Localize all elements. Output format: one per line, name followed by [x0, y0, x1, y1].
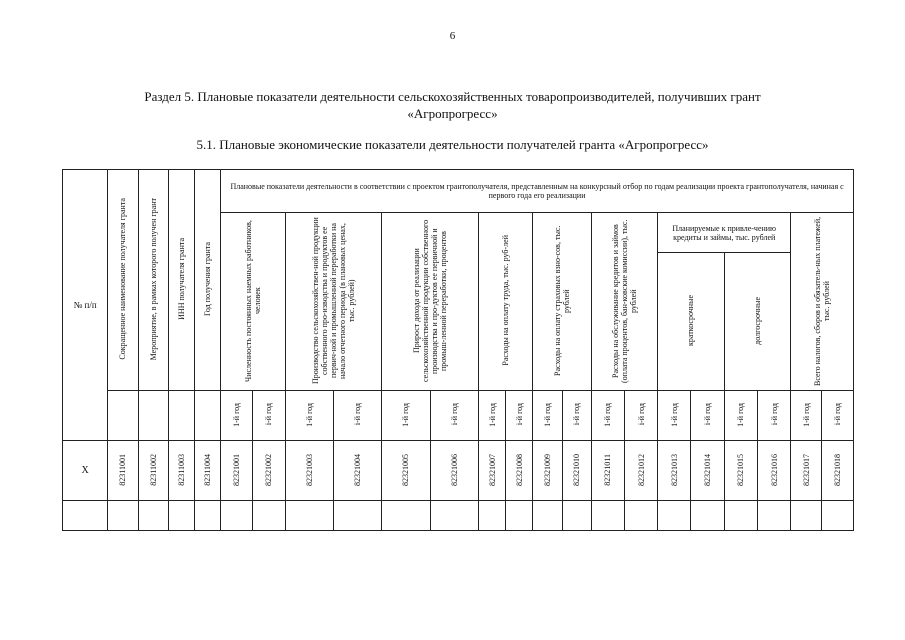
year-first: 1-й год: [791, 391, 822, 441]
code-cell: 82311001: [108, 441, 138, 501]
year-first: 1-й год: [724, 391, 757, 441]
code-cell: 82321016: [757, 441, 790, 501]
code-cell: 82321010: [562, 441, 591, 501]
ind-planned-loans: Планируемые к привле-чению кредиты и займы, тыс. рублей: [658, 213, 791, 253]
year-blank: [168, 391, 194, 441]
empty-cell: [533, 501, 562, 531]
empty-cell: [591, 501, 624, 531]
empty-cell: [194, 501, 220, 531]
code-cell: 82321009: [533, 441, 562, 501]
empty-cell: [168, 501, 194, 531]
year-first: 1-й год: [382, 391, 430, 441]
year-i: i-й год: [333, 391, 381, 441]
plan-header: Плановые показатели деятельности в соответствии с проектом грантополучателя, представленным на конкурсный отбор по годам реализации проекта грантополучателя, начиная с первого года его реализации: [221, 170, 854, 213]
code-cell: 82321013: [658, 441, 691, 501]
col-header-event: Мероприятие, в рамках которого получен грант: [138, 170, 168, 391]
code-cell: 82321003: [285, 441, 333, 501]
empty-cell: [108, 501, 138, 531]
year-i: i-й год: [625, 391, 658, 441]
col-header-year: Год получения гранта: [194, 170, 220, 391]
page-number: 6: [449, 30, 456, 42]
code-cell: 82321006: [430, 441, 478, 501]
year-i: i-й год: [822, 391, 854, 441]
year-i: i-й год: [253, 391, 285, 441]
year-first: 1-й год: [285, 391, 333, 441]
year-first: 1-й год: [658, 391, 691, 441]
empty-cell: [791, 501, 822, 531]
ind-taxes: Всего налогов, сборов и обязатель-ных платежей, тыс. рублей: [791, 213, 854, 391]
ind-employees: Численность постоянных наемных работников, человек: [221, 213, 285, 391]
ind-income: Прирост дохода от реализации сельскохозяйственной продукции собственного производства и про-дуктов ее первичной и промыш-ленной переработки, процентов: [382, 213, 479, 391]
empty-cell: [430, 501, 478, 531]
year-i: i-й год: [430, 391, 478, 441]
year-i: i-й год: [757, 391, 790, 441]
code-cell: 82321017: [791, 441, 822, 501]
code-cell: 82311003: [168, 441, 194, 501]
code-cell: 82321002: [253, 441, 285, 501]
col-header-inn: ИНН получателя гранта: [168, 170, 194, 391]
year-blank: [108, 391, 138, 441]
subsection-heading: 5.1. Плановые экономические показатели деятельности получателей гранта «Агропрогресс»: [196, 137, 709, 152]
ind-production: Производство сельскохозяйствен-ной продукции собственного про-изводства и продуктов ее первич-ной и промышленной переработки на начало отчетного периода (в плановых ценах, тыс. рублей): [285, 213, 382, 391]
code-cell: 82321001: [221, 441, 253, 501]
code-row: [63, 441, 854, 501]
year-first: 1-й год: [221, 391, 253, 441]
empty-cell: [658, 501, 691, 531]
col-header-name: Сокращенное наименование получателя гранта: [108, 170, 138, 391]
code-cell: 82311004: [194, 441, 220, 501]
year-first: 1-й год: [533, 391, 562, 441]
empty-cell: [691, 501, 724, 531]
ind-labor: Расходы на оплату труда, тыс. руб-лей: [478, 213, 532, 391]
code-cell: 82311002: [138, 441, 168, 501]
empty-cell: [285, 501, 333, 531]
year-blank: [138, 391, 168, 441]
ind-credit-service: Расходы на обслуживание кредитов и займов (оплата процентов, бан-ковские комиссии), тыс. рублей: [591, 213, 657, 391]
empty-cell: [724, 501, 757, 531]
empty-cell: [63, 501, 108, 531]
year-i: i-й год: [506, 391, 533, 441]
empty-cell: [757, 501, 790, 531]
empty-cell: [253, 501, 285, 531]
empty-cell: [562, 501, 591, 531]
empty-cell: [138, 501, 168, 531]
code-cell: 82321011: [591, 441, 624, 501]
row-marker: X: [63, 441, 108, 501]
empty-row: [63, 501, 854, 531]
empty-cell: [506, 501, 533, 531]
year-blank: [194, 391, 220, 441]
section-heading: Раздел 5. Плановые показатели деятельности сельскохозяйственных товаропроизводителей, получивших грант «Агропрогресс»: [144, 89, 761, 121]
ind-long-term: долгосрочные: [724, 253, 790, 391]
empty-cell: [221, 501, 253, 531]
ind-insurance: Расходы на оплату страховых взно-сов, тыс. рублей: [533, 213, 591, 391]
code-cell: 82321014: [691, 441, 724, 501]
ind-short-term: краткосрочные: [658, 253, 724, 391]
year-first: 1-й год: [591, 391, 624, 441]
code-cell: 82321012: [625, 441, 658, 501]
code-cell: 82321018: [822, 441, 854, 501]
year-row: [63, 391, 854, 441]
code-cell: 82321015: [724, 441, 757, 501]
empty-cell: [333, 501, 381, 531]
empty-cell: [478, 501, 505, 531]
year-i: i-й год: [562, 391, 591, 441]
empty-cell: [625, 501, 658, 531]
year-i: i-й год: [691, 391, 724, 441]
code-cell: 82321004: [333, 441, 381, 501]
col-header-number: № п/п: [63, 170, 108, 441]
code-cell: 82321008: [506, 441, 533, 501]
year-first: 1-й год: [478, 391, 505, 441]
indicators-table: [62, 169, 854, 531]
empty-cell: [822, 501, 854, 531]
code-cell: 82321005: [382, 441, 430, 501]
code-cell: 82321007: [478, 441, 505, 501]
empty-cell: [382, 501, 430, 531]
